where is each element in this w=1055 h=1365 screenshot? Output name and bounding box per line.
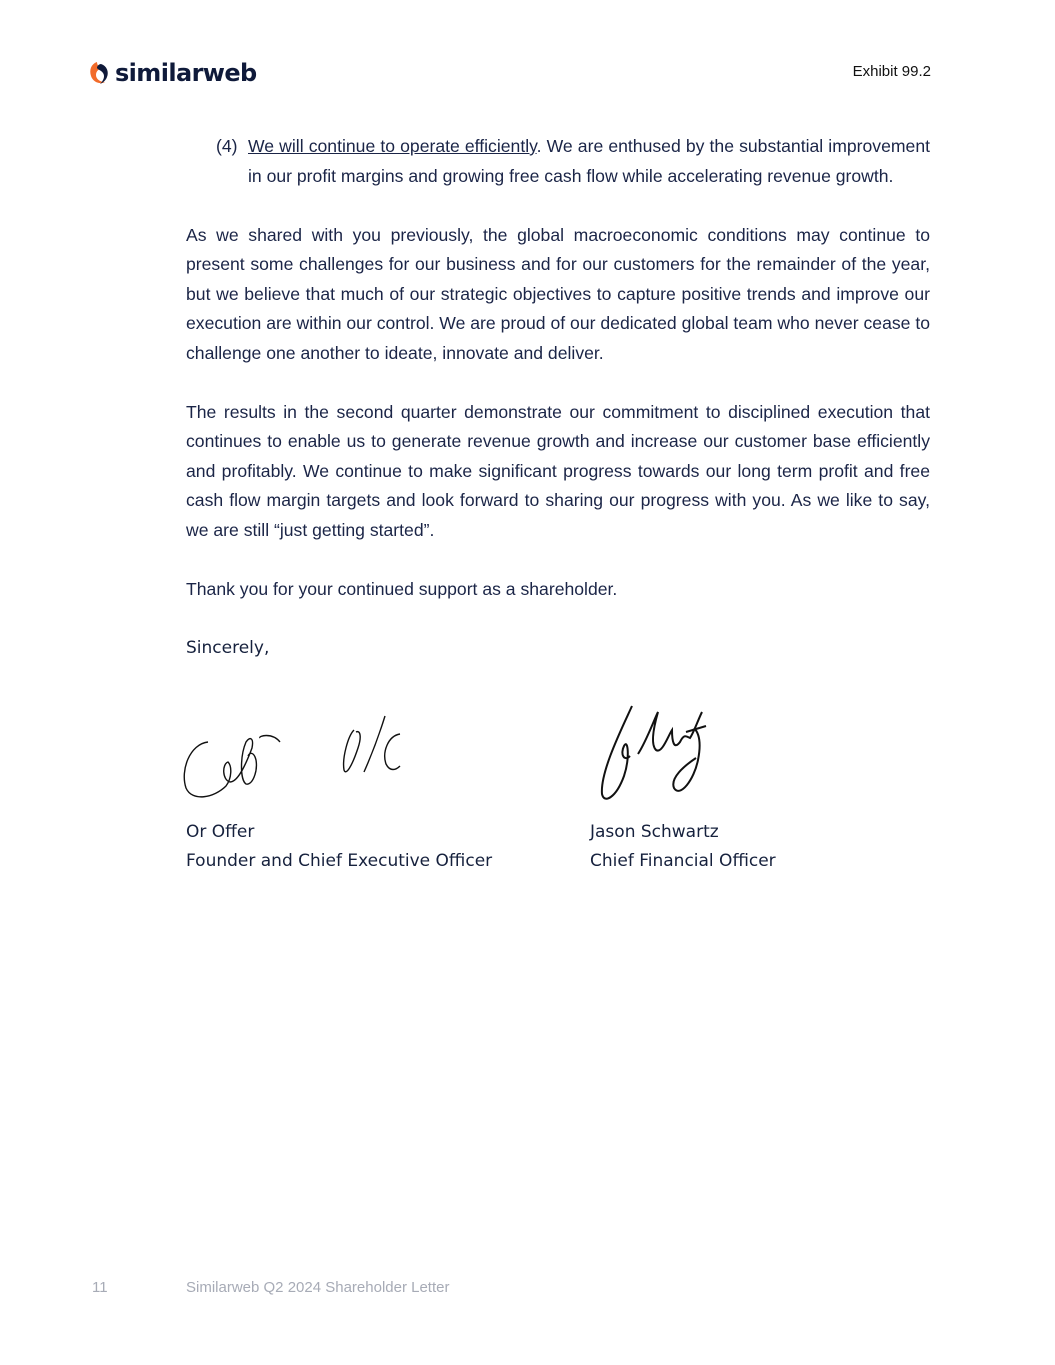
list-item (186, 132, 930, 191)
ceo-signature (180, 708, 410, 804)
similarweb-logo-icon (88, 60, 110, 86)
ceo-title: Founder and Chief Executive Officer (186, 851, 493, 871)
exhibit-label: Exhibit 99.2 (852, 63, 931, 80)
logo-wordmark: similarweb (115, 59, 257, 87)
list-item-heading: We will continue to operate efficiently (248, 136, 537, 156)
closing: Sincerely, (186, 637, 270, 658)
cfo-signature (594, 702, 710, 806)
footer-document-title: Similarweb Q2 2024 Shareholder Letter (186, 1279, 450, 1296)
list-number: (4) (216, 136, 238, 156)
paragraph-results: The results in the second quarter demonstrate our commitment to disciplined execution that continues to enable us to generate revenue growth and increase our customer base efficiently and profitably. We continue to make significant progress towards our long term profit and free cash flow margin targets and look forward to sharing our progress with you. As we like to say, we are still “just getting started”. (186, 401, 930, 540)
cfo-title: Chief Financial Officer (590, 851, 776, 871)
company-logo (88, 58, 257, 88)
letter-body (186, 132, 930, 663)
cfo-signature-block (590, 818, 776, 876)
page-number: 11 (92, 1279, 108, 1296)
ceo-name: Or Offer (186, 822, 255, 842)
paragraph-thanks: Thank you for your continued support as a shareholder. (186, 578, 618, 599)
ceo-signature-block (186, 818, 492, 876)
paragraph-macro: As we shared with you previously, the global macroeconomic conditions may continue to present some challenges for our business and for our customers for the remainder of the year, but we believe that much of our strategic objectives to capture positive trends and improve our execution are within our control. We are proud of our dedicated global team who never cease to challenge one another to ideate, innovate and deliver. (186, 224, 930, 363)
list-item-text: . We are enthused by the substantial improvement in our profit margins and growing free cash flow while accelerating revenue growth. (248, 136, 930, 186)
cfo-name: Jason Schwartz (590, 822, 719, 842)
